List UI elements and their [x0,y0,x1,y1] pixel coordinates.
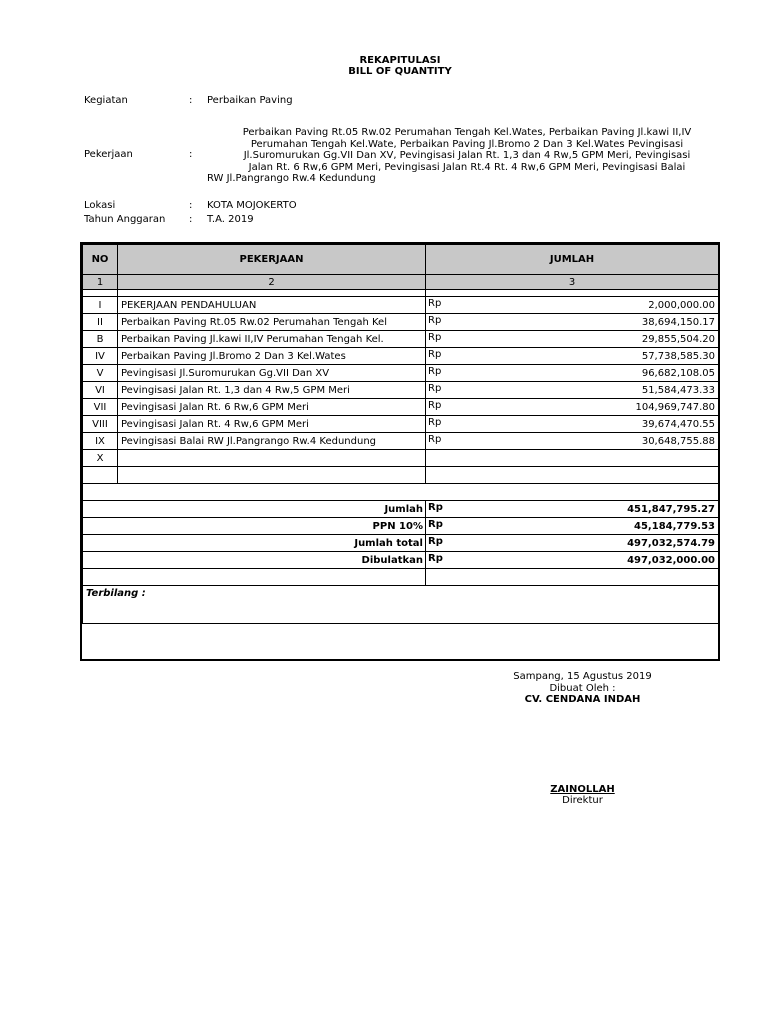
currency-label: Rp [428,417,442,428]
table-row [83,433,719,450]
column-number-row [83,275,719,290]
row-pekerjaan: Perbaikan Paving Jl.Bromo 2 Dan 3 Kel.Wates [118,348,426,365]
currency-label: Rp [428,434,442,445]
table-row [83,314,719,331]
table-header-row [83,245,719,275]
amount: 451,847,795.27 [627,503,715,515]
signature-position: Direktur [562,795,603,806]
table-row [83,399,719,416]
amount: 39,674,470.55 [641,418,715,430]
col-number: 1 [83,275,118,290]
pekerjaan-description [207,127,727,185]
amount: 30,648,755.88 [641,435,715,447]
rounded-amount-cell [426,552,719,569]
pekerjaan-line: Jl.Suromurukan Gg.VII Dan XV, Pevingisasi Jalan Rt. 1,3 dan 4 Rw,5 GPM Meri, Pevingisasi [243,150,691,161]
currency-label: Rp [428,298,442,309]
row-jumlah [426,297,719,314]
amount: 29,855,504.20 [641,333,715,345]
row-no: VIII [83,416,118,433]
row-no: IX [83,433,118,450]
document-subtitle: BILL OF QUANTITY [348,66,452,77]
table-row [83,382,719,399]
row-pekerjaan: PEKERJAAN PENDAHULUAN [118,297,426,314]
row-no: V [83,365,118,382]
lokasi-label: Lokasi [84,200,116,211]
pekerjaan-line: Jalan Rt. 6 Rw,6 GPM Meri, Pevingisasi Jalan Rt.4 Rt. 4 Rw,6 GPM Meri, Pevingisasi Balai [248,161,686,173]
row-no: IV [83,348,118,365]
tahun-anggaran-label: Tahun Anggaran [84,214,166,225]
kegiatan-label: Kegiatan [84,95,128,106]
currency-label: Rp [428,536,443,547]
kegiatan-colon: : [189,95,193,106]
row-pekerjaan: Pevingisasi Balai RW Jl.Pangrango Rw.4 Kedundung [118,433,426,450]
row-jumlah [426,382,719,399]
currency-label: Rp [428,366,442,377]
row-pekerjaan: Pevingisasi Jalan Rt. 6 Rw,6 GPM Meri [118,399,426,416]
pekerjaan-colon: : [189,149,193,160]
empty-row [83,569,719,586]
currency-label: Rp [428,553,443,564]
row-jumlah [426,314,719,331]
currency-label: Rp [428,332,442,343]
kegiatan-value: Perbaikan Paving [207,95,293,106]
total-amount-cell [426,501,719,518]
amount: 45,184,779.53 [634,520,715,532]
col-header-pekerjaan: PEKERJAAN [118,245,426,275]
amount: 497,032,574.79 [627,537,715,549]
currency-label: Rp [428,383,442,394]
pekerjaan-line: Perumahan Tengah Kel.Wate, Perbaikan Paving Jl.Bromo 2 Dan 3 Kel.Wates Pevingisasi [250,138,684,150]
row-no: X [83,450,118,467]
signature-made-by: Dibuat Oleh : [549,683,616,694]
empty-row [83,484,719,501]
col-header-no: NO [83,245,118,275]
lokasi-colon: : [189,200,193,211]
total-label: Jumlah [83,501,426,518]
row-pekerjaan: Perbaikan Paving Rt.05 Rw.02 Perumahan Tengah Kel [118,314,426,331]
grand-total-amount-cell [426,535,719,552]
empty-row [83,467,719,484]
row-no: VII [83,399,118,416]
row-jumlah [426,365,719,382]
row-pekerjaan [118,450,426,467]
row-pekerjaan: Pevingisasi Jalan Rt. 1,3 dan 4 Rw,5 GPM Meri [118,382,426,399]
currency-label: Rp [428,502,443,513]
terbilang-row [83,586,719,624]
amount: 38,694,150.17 [641,316,715,328]
col-number: 3 [426,275,719,290]
currency-label: Rp [428,315,442,326]
table-row [83,416,719,433]
table-row [83,450,719,467]
ppn-row [83,518,719,535]
amount: 51,584,473.33 [641,384,715,396]
grand-total-row [83,535,719,552]
grand-total-label: Jumlah total [83,535,426,552]
pekerjaan-line: Perbaikan Paving Rt.05 Rw.02 Perumahan Tengah Kel.Wates, Perbaikan Paving Jl.kawi II,IV [242,127,692,138]
row-jumlah [426,433,719,450]
row-pekerjaan: Perbaikan Paving Jl.kawi II,IV Perumahan Tengah Kel. [118,331,426,348]
lokasi-value: KOTA MOJOKERTO [207,200,297,211]
total-row [83,501,719,518]
row-jumlah [426,399,719,416]
rounded-label: Dibulatkan [83,552,426,569]
tahun-anggaran-value: T.A. 2019 [207,214,254,225]
currency-label: Rp [428,349,442,360]
signature-company: CV. CENDANA INDAH [524,694,641,705]
row-no: I [83,297,118,314]
document-title: REKAPITULASI [359,55,441,66]
bill-of-quantity-table [80,242,720,661]
table-row [83,331,719,348]
amount: 57,738,585.30 [641,350,715,362]
signature-name: ZAINOLLAH [550,784,615,795]
row-jumlah [426,416,719,433]
row-pekerjaan: Pevingisasi Jalan Rt. 4 Rw,6 GPM Meri [118,416,426,433]
pekerjaan-label: Pekerjaan [84,149,133,160]
pekerjaan-line: RW Jl.Pangrango Rw.4 Kedundung [207,173,376,184]
amount: 497,032,000.00 [627,554,715,566]
signature-place-date: Sampang, 15 Agustus 2019 [513,671,652,682]
amount: 2,000,000.00 [648,299,715,311]
ppn-amount-cell [426,518,719,535]
col-header-jumlah: JUMLAH [426,245,719,275]
table-row [83,348,719,365]
row-pekerjaan: Pevingisasi Jl.Suromurukan Gg.VII Dan XV [118,365,426,382]
currency-label: Rp [428,400,442,411]
row-jumlah [426,331,719,348]
row-no: B [83,331,118,348]
rounded-row [83,552,719,569]
row-jumlah [426,348,719,365]
spacer-row [83,290,719,297]
row-no: II [83,314,118,331]
currency-label: Rp [428,519,443,530]
table-row [83,297,719,314]
terbilang-label: Terbilang : [83,586,719,624]
ppn-label: PPN 10% [83,518,426,535]
amount: 96,682,108.05 [641,367,715,379]
col-number: 2 [118,275,426,290]
tahun-anggaran-colon: : [189,214,193,225]
amount: 104,969,747.80 [635,401,715,413]
row-jumlah [426,450,719,467]
table-row [83,365,719,382]
row-no: VI [83,382,118,399]
